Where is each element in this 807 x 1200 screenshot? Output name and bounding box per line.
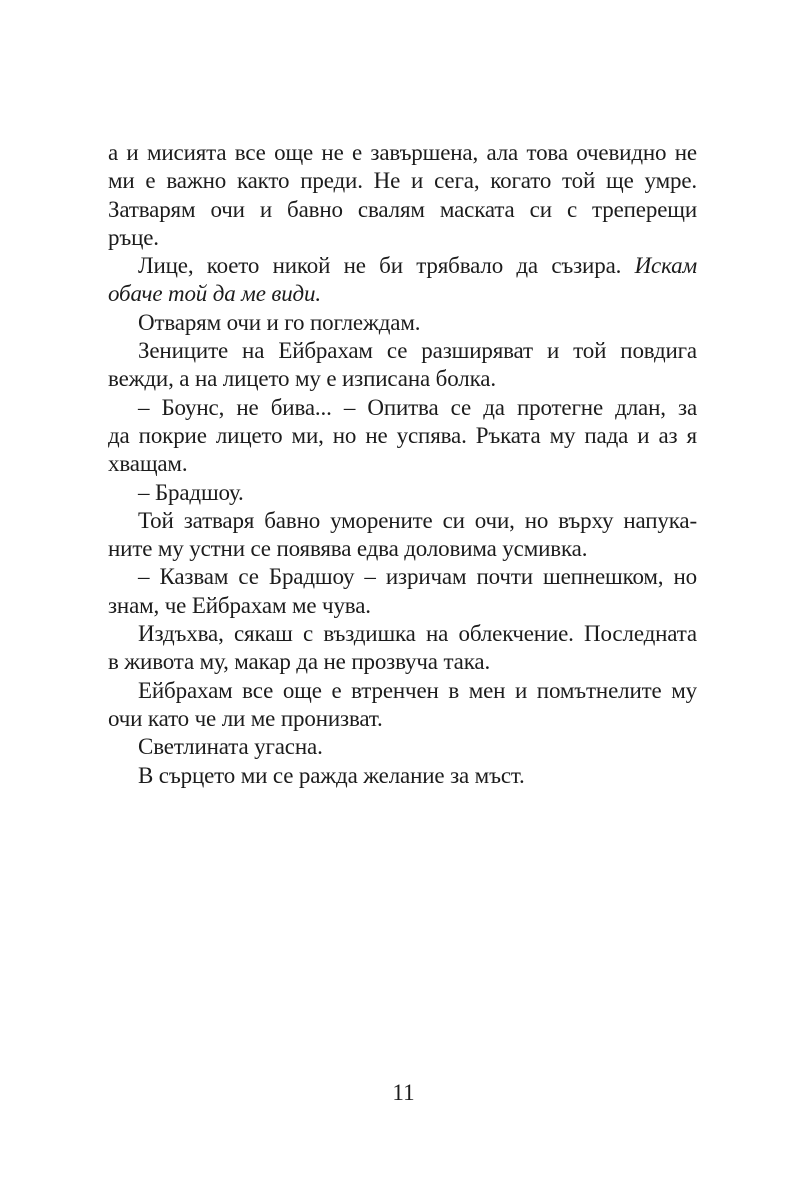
text-line xyxy=(108,762,697,790)
body-text: а и мисията все още не е завършена, ала това очевидно не xyxy=(108,140,697,165)
body-text: – Брадшоу. xyxy=(138,479,244,505)
body-text: вежди, а на лицето му е изписана болка. xyxy=(108,366,496,392)
text-line xyxy=(108,252,697,280)
text-line xyxy=(108,139,697,167)
body-text: Светлината угасна. xyxy=(138,734,323,760)
text-line xyxy=(108,677,697,705)
body-text: знам, че Ейбрахам ме чува. xyxy=(108,592,371,618)
text-line xyxy=(108,507,697,535)
text-line xyxy=(108,648,697,676)
body-text: хващам. xyxy=(108,451,188,477)
text-line xyxy=(108,563,697,591)
page-number: 11 xyxy=(392,1080,415,1105)
text-line xyxy=(108,450,697,478)
text-line xyxy=(108,733,697,761)
body-text: Ейбрахам все още е втренчен в мен и помътнелите му xyxy=(138,677,697,703)
body-text: Издъхва, сякаш с въздишка на облекчение. Последната xyxy=(138,621,697,647)
body-text: да покрие лицето ми, но не успява. Ръката му пада и аз я xyxy=(108,422,697,448)
text-line xyxy=(108,365,697,393)
text-block xyxy=(108,139,697,790)
body-text: – Казвам се Брадшоу – изричам почти шепнешком, но xyxy=(138,564,697,590)
text-line xyxy=(108,196,697,224)
body-text: – Боунс, не бива... – Опитва се да протегне длан, за xyxy=(138,394,697,420)
text-line xyxy=(108,167,697,195)
body-text: в живота му, макар да не прозвуча така. xyxy=(108,649,491,675)
body-text: ръце. xyxy=(108,224,159,250)
body-text: очи като че ли ме пронизват. xyxy=(108,705,383,731)
text-line xyxy=(108,309,697,337)
text-line xyxy=(108,535,697,563)
text-line xyxy=(108,620,697,648)
body-text: ните му устни се появява едва доловима усмивка. xyxy=(108,536,588,562)
text-line xyxy=(108,479,697,507)
body-text: Отварям очи и го поглеждам. xyxy=(138,309,421,335)
text-line xyxy=(108,337,697,365)
text-line xyxy=(108,280,697,308)
text-line xyxy=(108,224,697,252)
body-text: Затварям очи и бавно свалям маската си с треперещи xyxy=(108,196,697,222)
italic-text: обаче той да ме види. xyxy=(108,281,321,307)
body-text: Лице, което никой не би трябвало да съзира. xyxy=(138,253,635,279)
body-text: В сърцето ми се ражда желание за мъст. xyxy=(138,762,525,788)
body-text: Зениците на Ейбрахам се разширяват и той повдига xyxy=(138,338,697,364)
body-text: Той затваря бавно уморените си очи, но върху напука- xyxy=(138,507,697,533)
body-text: ми е важно както преди. Не и сега, когато той ще умре. xyxy=(108,168,697,194)
text-line xyxy=(108,394,697,422)
text-line xyxy=(108,422,697,450)
text-line xyxy=(108,592,697,620)
italic-text: Искам xyxy=(634,253,697,279)
text-line xyxy=(108,705,697,733)
